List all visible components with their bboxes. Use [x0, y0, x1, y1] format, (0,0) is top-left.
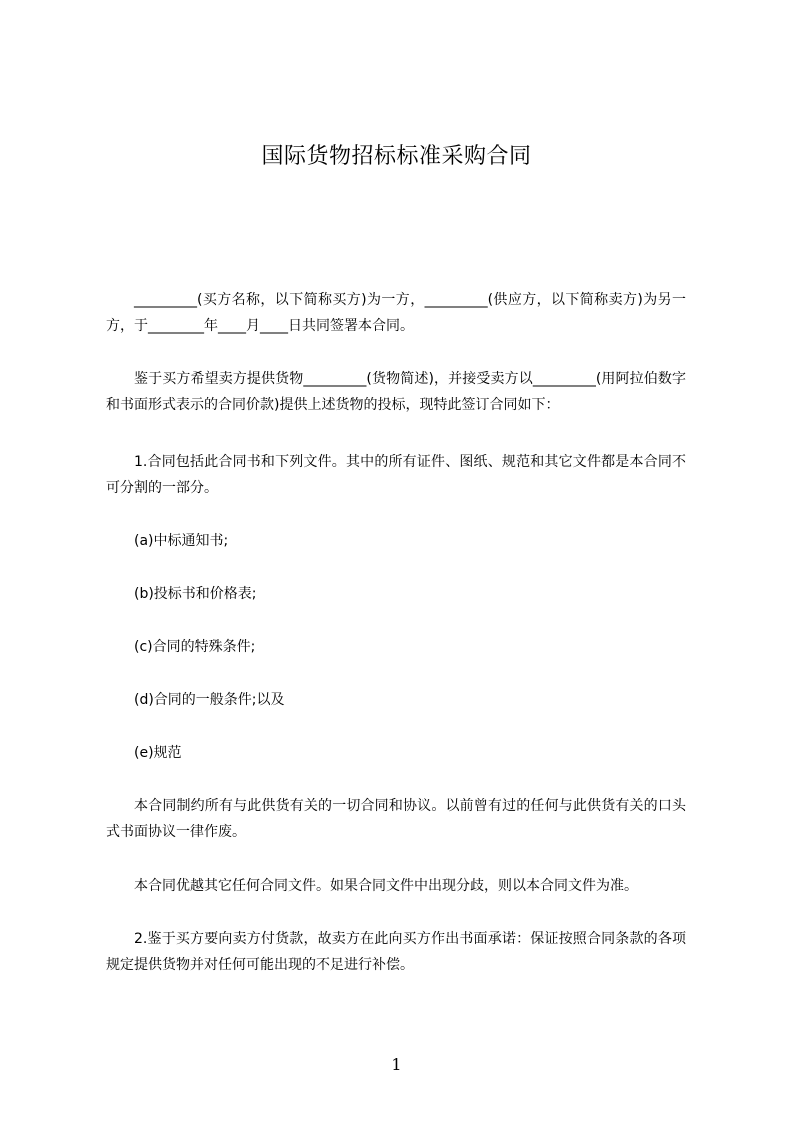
- list-item-d: (d)合同的一般条件;以及: [134, 692, 285, 708]
- paragraph-parties: _________(买方名称，以下简称买方)为一方，_________(供应方，以下简称卖方)为另一方，于________年____月____日共同签署本合同。: [106, 292, 686, 334]
- document-title: 国际货物招标标准采购合同: [261, 144, 532, 169]
- list-item-a: (a)中标通知书;: [134, 533, 229, 549]
- paragraph-clause-2: 2.鉴于买方要向卖方付货款，故卖方在此向买方作出书面承诺：保证按照合同条款的各项规定提供货物并对任何可能出现的不足进行补偿。: [106, 931, 686, 973]
- paragraph-precedence: 本合同优越其它任何合同文件。如果合同文件中出现分歧，则以本合同文件为准。: [134, 878, 638, 894]
- list-item-c: (c)合同的特殊条件;: [134, 639, 256, 655]
- list-item-e: (e)规范: [134, 745, 182, 761]
- paragraph-clause-1: 1.合同包括此合同书和下列文件。其中的所有证件、图纸、规范和其它文件都是本合同不可分割的一部分。: [106, 454, 686, 496]
- paragraph-whereas: 鉴于买方希望卖方提供货物_________(货物简述)，并接受卖方以_________(用阿拉伯数字和书面形式表示的合同价款)提供上述货物的投标，现特此签订合同如下：: [106, 371, 686, 413]
- list-item-b: (b)投标书和价格表;: [134, 586, 257, 602]
- page-number: 1: [391, 1055, 402, 1074]
- paragraph-supersede: 本合同制约所有与此供货有关的一切合同和协议。以前曾有过的任何与此供货有关的口头式书面协议一律作废。: [106, 798, 686, 840]
